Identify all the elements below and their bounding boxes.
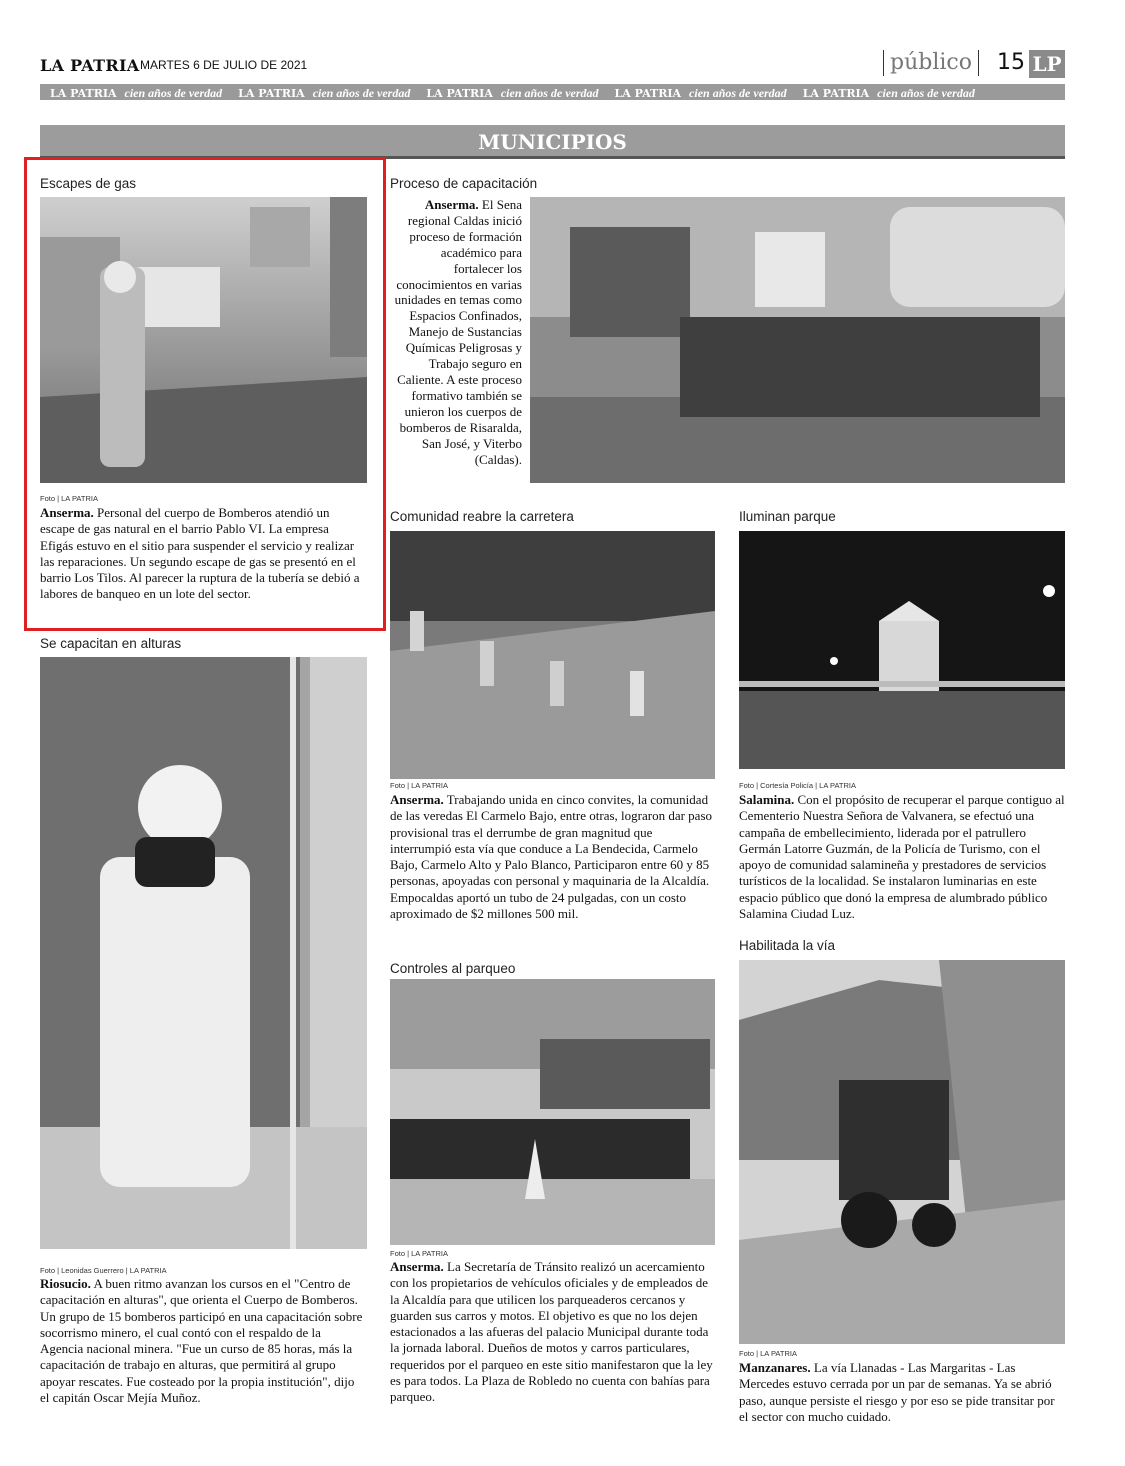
story-body bbox=[739, 792, 1065, 922]
story-text: La vía Llanadas - Las Margaritas - Las Mercedes estuvo cerrada por un par de semanas. Ya se abrió paso, aunque persiste el riesgo y por eso se pide transitar por el sector con mucho cuidado. bbox=[739, 1360, 1055, 1424]
masthead bbox=[40, 50, 1065, 82]
story-title: Habilitada la vía bbox=[739, 938, 836, 953]
ribbon-brand: LA PATRIA bbox=[238, 87, 305, 100]
story-text: Personal del cuerpo de Bomberos atendió un escape de gas natural en el barrio Pablo VI. La empresa Efigás estuvo en el sitio para suspender el servicio y realizar las reparaciones. Un segundo escape de gas se presentó en el barrio Los Tilos. Al parecer la ruptura de la tubería se debió a labores de banqueo en un lote del sector. bbox=[40, 505, 360, 602]
story-text: A buen ritmo avanzan los cursos en el "Centro de capacitación en alturas", que orienta el Cuerpo de Bomberos. Un grupo de 15 bomberos participó en una capacitación sobre socorrismo minero, el cual contó con el respaldo de la Agencia nacional minera. "Fue un curso de 85 horas, más la capacitación de trabajo en alturas, que permitirá al grupo apoyar rescates. Fue costeado por la propia institución", dijo el capitán Oscar Mejía Muñoz. bbox=[40, 1276, 363, 1406]
story-place: Anserma. bbox=[40, 505, 94, 520]
story-title: Se capacitan en alturas bbox=[40, 636, 182, 651]
photo-credit: Foto | LA PATRIA bbox=[390, 781, 448, 790]
story-body bbox=[390, 1259, 716, 1406]
story-text: Trabajando unida en cinco convites, la comunidad de las veredas El Carmelo Bajo, entre otras, lograron dar paso provisional tras el derrumbe de gran magnitud que interrumpió esta vía que conduce a La Bendecida, Carmelo Bajo, Carmelo Alto y Palo Blanco, Participaron entre 60 y 85 personas, apoyadas con personal y maquinaria de la Alcaldía. Empocaldas aportó un tubo de 24 pulgadas, con un costo aproximado de $2 millones 500 mil. bbox=[390, 792, 712, 922]
photo-backhoe-road bbox=[739, 960, 1065, 1344]
lp-logo: LP bbox=[1029, 50, 1065, 78]
photo-firefighter-gas-leak bbox=[40, 197, 367, 483]
story-title: Escapes de gas bbox=[40, 176, 137, 191]
story-body bbox=[40, 1276, 364, 1406]
story-title: Comunidad reabre la carretera bbox=[390, 509, 574, 524]
ribbon-motto: cien años de verdad bbox=[124, 86, 223, 100]
ribbon-brand: LA PATRIA bbox=[802, 87, 870, 100]
story-body bbox=[390, 792, 716, 922]
story-text: La Secretaría de Tránsito realizó un acercamiento con los propietarios de vehículos oficiales y de empleados de la Alcaldía para que utilicen los parqueaderos cercanos y guarden sus carros y motos. El objetivo es que no los dejen estacionados a las afueras del palacio Municipal durante toda la jornada laboral. Dueños de motos y carros particulares, requeridos por el parqueo en este sitio manifestaron que la ley es para todos. La Plaza de Robledo no cuenta con bahías para parqueo. bbox=[390, 1259, 713, 1405]
story-body bbox=[739, 1360, 1065, 1425]
story-body bbox=[390, 197, 522, 467]
story-title: Iluminan parque bbox=[739, 509, 836, 524]
newspaper-brand: LA PATRIA bbox=[40, 56, 140, 75]
photo-credit: Foto | LA PATRIA bbox=[390, 1249, 448, 1258]
photo-rope-training bbox=[40, 657, 367, 1249]
story-place: Manzanares. bbox=[739, 1360, 811, 1375]
photo-training-session bbox=[530, 197, 1065, 483]
section-banner: MUNICIPIOS bbox=[40, 125, 1065, 159]
photo-road-clearing bbox=[390, 531, 715, 779]
photo-illuminated-park bbox=[739, 531, 1065, 769]
story-place: Anserma. bbox=[424, 197, 479, 212]
story-title: Proceso de capacitación bbox=[390, 176, 538, 191]
photo-credit: Foto | Leonidas Guerrero | LA PATRIA bbox=[40, 1266, 167, 1275]
ribbon-motto: cien años de verdad bbox=[312, 86, 411, 100]
page-number: 15 bbox=[997, 50, 1025, 75]
story-title: Controles al parqueo bbox=[390, 961, 516, 976]
ribbon-motto: cien años de verdad bbox=[500, 86, 599, 100]
ribbon-brand: LA PATRIA bbox=[426, 87, 493, 100]
photo-credit: Foto | Cortesía Policía | LA PATRIA bbox=[739, 781, 856, 790]
ribbon-motto: cien años de verdad bbox=[689, 86, 787, 100]
ribbon-motto: cien años de verdad bbox=[877, 86, 975, 100]
photo-credit: Foto | LA PATRIA bbox=[739, 1349, 797, 1358]
story-text: El Sena regional Caldas inició proceso de formación académico para fortalecer los conocimientos en varias unidades en temas como Espacios Confinados, Manejo de Sustancias Químicas Peligrosas y Trabajo seguro en Caliente. A este proceso formativo también se unieron los cuerpos de bomberos de Risaralda, San José, y Viterbo (Caldas). bbox=[394, 197, 522, 467]
story-place: Riosucio. bbox=[40, 1276, 91, 1291]
story-body bbox=[40, 505, 364, 603]
section-tag: público bbox=[883, 50, 979, 76]
issue-date: MARTES 6 DE JULIO DE 2021 bbox=[140, 58, 308, 72]
story-place: Anserma. bbox=[390, 792, 444, 807]
photo-parked-motorcycles bbox=[390, 979, 715, 1245]
ribbon-brand: LA PATRIA bbox=[614, 87, 682, 100]
story-place: Anserma. bbox=[390, 1259, 444, 1274]
photo-credit: Foto | LA PATRIA bbox=[40, 494, 98, 503]
brand-ribbon bbox=[40, 84, 1065, 100]
story-text: Con el propósito de recuperar el parque contiguo al Cementerio Nuestra Señora de Valvanera, se efectuó una campaña de embellecimiento, liderada por el patrullero Germán Latorre Guzmán, de la Policía de Turismo, con el apoyo de comunidad salamineña y prestadores de servicios turísticos de la localidad. Se instalaron luminarias en este espacio público que donó la empresa de alumbrado público Salamina Ciudad Luz. bbox=[739, 792, 1065, 922]
ribbon-brand: LA PATRIA bbox=[50, 87, 117, 100]
story-place: Salamina. bbox=[739, 792, 795, 807]
